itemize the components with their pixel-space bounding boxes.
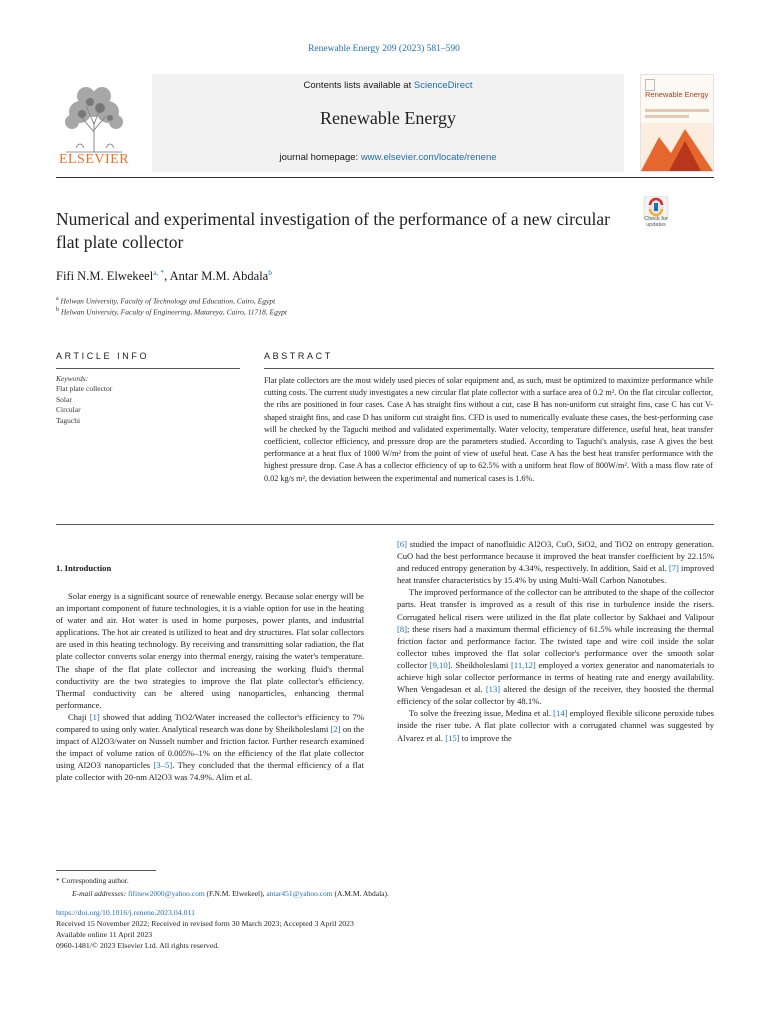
citation-link[interactable]: [14] (553, 708, 568, 719)
cover-subtitle-bar (645, 109, 709, 112)
paragraph-text: studied the impact of nanofluidic Al2O3, CuO, SiO2, and TiO2 on entropy generation. CuO had the best performance because it improved the heat transfer coefficient by 22.15% and reduced entropy generation by 4.34%, respectively. In addition, Said et al. (397, 539, 714, 574)
paragraph-text: on the impact of Al2O3/water on Nusselt number and friction factor. Further research examined the impact of volume ratios of 0.005%–1% on the efficiency of the flat plate collector using Al2O3 nanoparticles (56, 724, 365, 771)
citation-link[interactable]: [7] (668, 563, 679, 574)
body-column-right (397, 538, 714, 744)
body-paragraph (397, 538, 714, 586)
affiliation (56, 296, 275, 306)
abstract-rule (264, 368, 714, 369)
elsevier-wordmark: ELSEVIER (58, 152, 130, 167)
received-dates: Received 15 November 2022; Received in revised form 30 March 2023; Accepted 3 April 2023 (56, 919, 354, 928)
paragraph-text: to improve the (459, 732, 512, 743)
paragraph-text: employed a vortex generator and nanomaterials to achieve high solar collector performance in terms of heating rate and energy availability. When Vengadesan et al. (397, 659, 714, 695)
paragraph-text: altered the design of the receiver, they boosted the thermal efficiency of the solar collector by 48.1%. (397, 684, 714, 707)
author-affiliation-mark[interactable]: a, * (153, 268, 165, 277)
affiliation (56, 307, 287, 317)
header-rule (56, 177, 714, 178)
affiliation-text: Helwan University, Faculty of Engineering, Matareya, Cairo, 11718, Egypt (60, 307, 288, 317)
affiliation-mark: b (56, 307, 59, 313)
body-column-left (56, 590, 364, 784)
author-name[interactable]: Fifi N.M. Elwekeel (56, 269, 154, 284)
citation-link[interactable]: [6] (397, 539, 408, 549)
journal-name: Renewable Energy (319, 108, 457, 128)
cover-subtitle-bar (645, 115, 689, 118)
abstract-text: Flat plate collectors are the most widely used pieces of solar equipment and, as such, must be optimized to maximize performance while cutting costs. The current study investigates a new circular flat plate collector with a surface area of 0.2 m². On the flat circular collector, the ribs are positioned in four cases. Case A has straight fins without a cut, case B has non-uniform cut straight fins, case C has cut V-shaped straight fins, and case D has uniform cut straight fins. CFD is used to numerically evaluate these cases, the best-performing case will be checked by the Taguchi method and validated experimentally. Water velocity, temperature difference, useful heat, heat transfer coefficient, collector efficiency, and pressure drop are the parameters studied. According to Taguchi's analysis, case A gives the best performance at a heat flux of 1000 W/m² from the point of view of useful heat. Case A has the best heat transfer performance with the highest pressure drop. Case A has a collector efficiency of up to 62.5% with a uniform heat flow of 800W/m². With a mass flow rate of 0.02 kg/s m², the deviation between the experimental and numerical cases is 1.6%. (264, 376, 713, 483)
paragraph-text: employed flexible silicone peroxide tubes inside the riser tube. A flat plate collector with a corrugated channel was suggested by Alvarez et al. (397, 708, 714, 743)
keyword[interactable]: Solar (56, 394, 72, 404)
body-paragraph (56, 711, 364, 784)
email-owner: (F.N.M. Elwekeel), (204, 889, 267, 898)
journal-homepage-link[interactable]: www.elsevier.com/locate/renene (360, 152, 497, 163)
footnote-rule (56, 870, 156, 871)
body-paragraph (56, 590, 364, 711)
article-info-heading: ARTICLE INFO (56, 351, 150, 361)
email-line (72, 889, 389, 898)
keyword[interactable]: Circular (56, 405, 81, 415)
paragraph-text: . They concluded that the thermal efficiency of a flat plate collector with 20-nm Al2O3 was 74.9%. Alim et al. (56, 760, 364, 783)
journal-masthead (152, 74, 624, 172)
copyright-notice: 0960-1481/© 2023 Elsevier Ltd. All rights reserved. (56, 941, 220, 950)
cover-title: Renewable Energy (645, 90, 709, 99)
paragraph-text: Solar energy is a significant source of renewable energy. Because solar energy will be an important component of future technologies, it is a viable option for use in the heating of water and air. Hot water is used in home purposes, power plants, and industrial applications. The hot air created is utilized to heat and dry structures. Flat solar collectors are used in this heating technology. By receiving and transmitting solar radiation, the flat plate collector converts solar energy into thermal energy, raising the water's temperature. The shape of the flat plate collector and increasing the working fluid's thermal conductivity are the two strategies to improve the flat plate collector's efficiency. Thermal conductivity can be altered using nanoparticles, enhancing thermal performance. (56, 591, 364, 710)
corresponding-author-note: * Corresponding author. (56, 876, 129, 885)
email-link[interactable]: antar451@yahoo.com (266, 889, 333, 898)
citation-link[interactable]: [15] (445, 732, 460, 743)
body-paragraph (397, 586, 714, 707)
affiliation-text: Helwan University, Faculty of Technology and Education, Cairo, Egypt (60, 296, 276, 306)
author-affiliation-mark[interactable]: b (268, 268, 272, 277)
journal-cover-thumbnail[interactable] (640, 74, 714, 172)
citation-link[interactable]: [11,12] (511, 659, 536, 670)
article-title: Numerical and experimental investigation of the performance of a new circular flat plate collector (56, 209, 610, 253)
publication-info (56, 907, 354, 951)
keyword[interactable]: Taguchi (56, 415, 81, 425)
paragraph-text: The improved performance of the collector can be attributed to the shape of the collector parts. Heat transfer is improved as a result of this rise in turbulence inside the risers. Corrugated helical risers were utilized in the flat plate collector by Sakhaei and Valipour (397, 587, 714, 622)
email-label: E-mail addresses: (72, 889, 127, 898)
journal-citation-link[interactable]: Renewable Energy 209 (2023) 581–590 (308, 44, 460, 54)
citation-link[interactable]: [8] (397, 623, 408, 634)
body-paragraph (397, 707, 714, 743)
available-online: Available online 11 April 2023 (56, 930, 153, 939)
citation-link[interactable]: [3–5] (153, 760, 173, 771)
email-owner: (A.M.M. Abdala). (332, 889, 389, 898)
sciencedirect-link[interactable]: ScienceDirect (413, 80, 473, 91)
paragraph-text: showed that adding TiO2/Water increased the collector's efficiency to 7% compared to using only water. Analytical research was done by Sheikholeslami (56, 711, 364, 735)
keywords-label: Keywords: (56, 374, 89, 383)
author-name[interactable]: Antar M.M. Abdala (169, 269, 269, 284)
citation-link[interactable]: [9,10] (429, 659, 451, 670)
contents-prefix: Contents lists available at (303, 80, 414, 91)
author-separator: , (164, 269, 170, 284)
citation-link[interactable]: [1] (89, 711, 100, 722)
citation-link[interactable]: [13] (485, 684, 501, 695)
abstract-heading: ABSTRACT (264, 351, 333, 361)
homepage-prefix: journal homepage: (279, 152, 361, 163)
homepage-line (152, 152, 624, 163)
keywords-box (56, 374, 236, 426)
citation-link[interactable]: [2] (330, 724, 341, 735)
keyword[interactable]: Flat plate collector (56, 384, 113, 394)
section-heading-introduction: 1. Introduction (56, 563, 112, 573)
paragraph-text: To solve the freezing issue, Medina et al. (409, 708, 554, 719)
author-list (56, 268, 272, 284)
paragraph-text: improved heat transfer characteristics by 15.4% by using Multi-Wall Carbon Nanotubes. (397, 563, 714, 586)
paragraph-text: ; these risers had a maximum thermal efficiency of 61.5% while increasing the thermal friction factor and performance factor. The twisted tape and wire coil inside the solar collector tubes improved the flat solar collector's performance over the smooth solar collector (397, 623, 714, 670)
journal-header (56, 74, 714, 172)
doi-link[interactable]: https://doi.org/10.1016/j.renene.2023.04.011 (56, 908, 196, 917)
paragraph-text: Chaji (68, 711, 90, 722)
email-link[interactable]: fifinew2000@yahoo.com (127, 889, 205, 898)
abstract-bottom-rule (56, 524, 714, 525)
affiliation-mark: a (56, 296, 59, 302)
paragraph-text: . Sheikholeslami (450, 659, 512, 670)
contents-line (152, 80, 624, 91)
article-info-rule (56, 368, 240, 369)
check-for-updates-label: Check for updates (644, 216, 668, 229)
cover-artwork (641, 123, 713, 171)
